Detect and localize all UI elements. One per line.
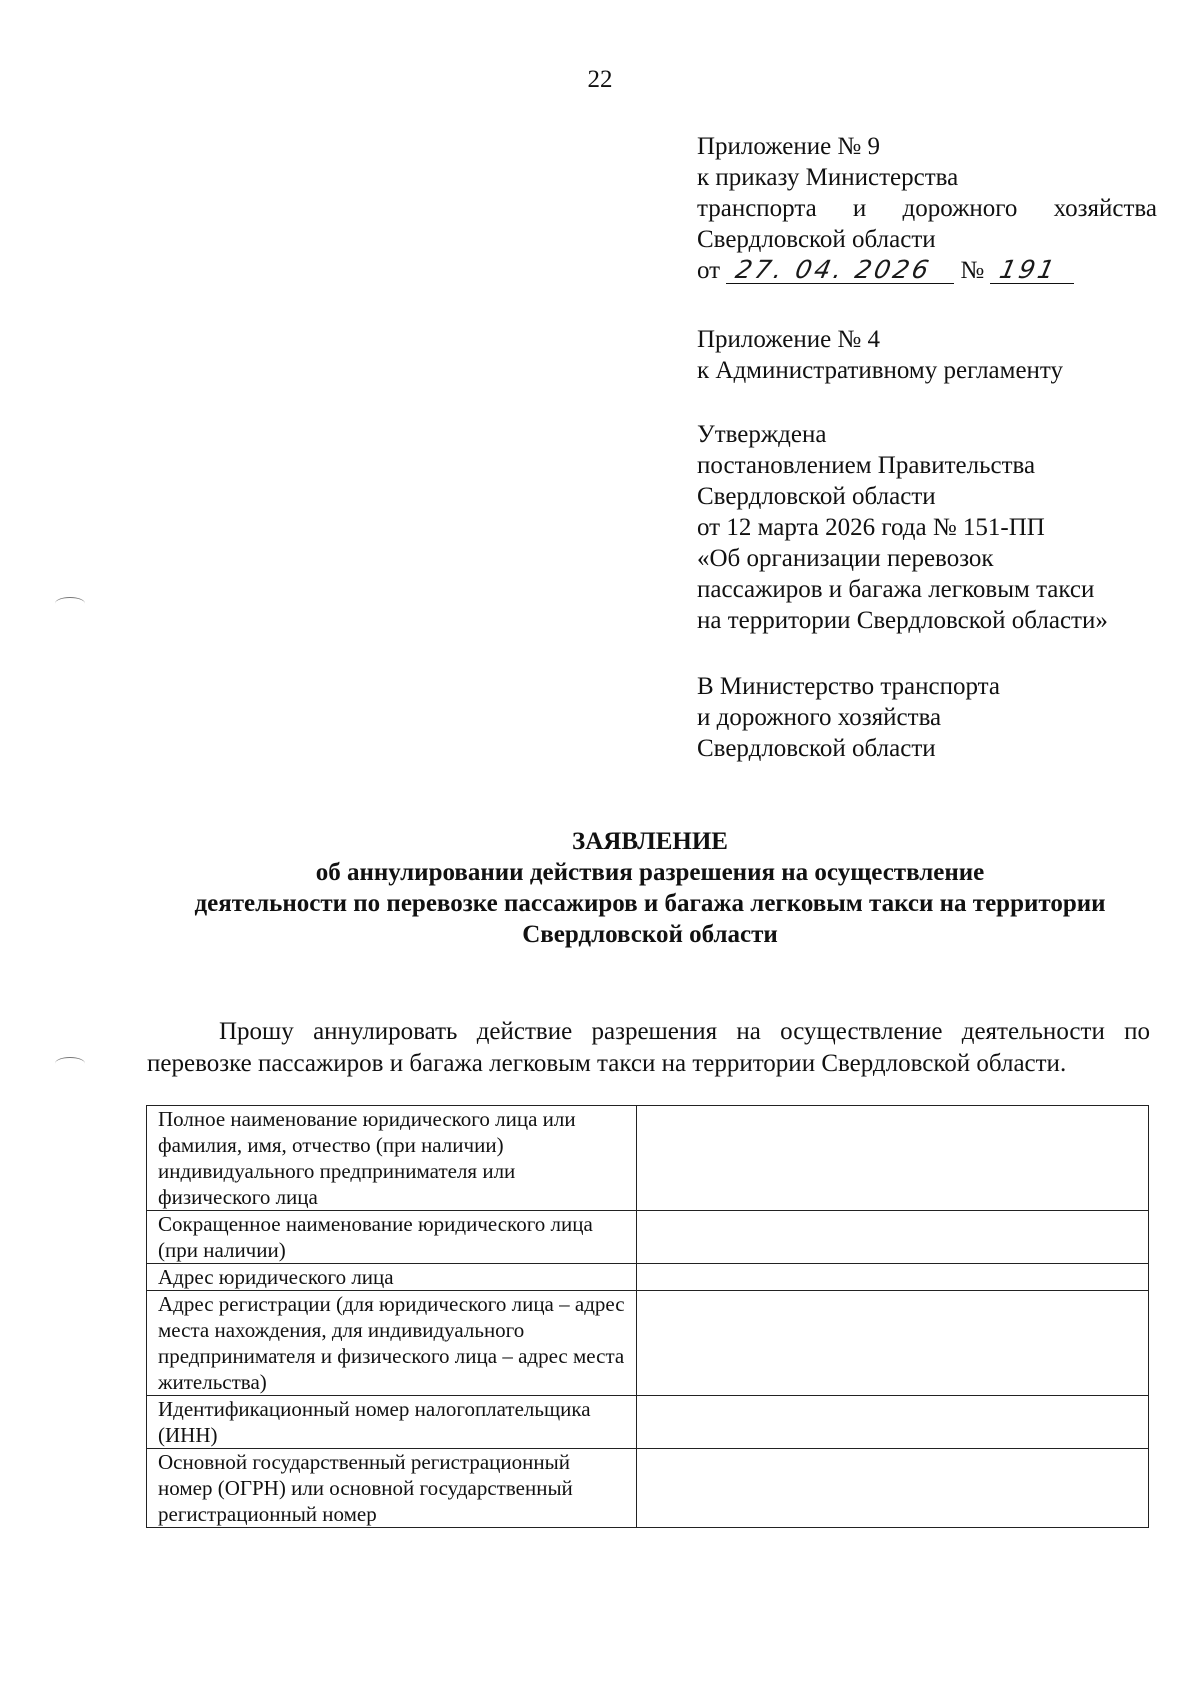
form-field-value[interactable] (637, 1106, 1149, 1211)
scan-hole-mark (55, 1057, 85, 1070)
addressee-line-1: В Министерство транспорта (697, 673, 1000, 700)
approval-block (697, 419, 1157, 636)
form-field-value[interactable] (637, 1264, 1149, 1291)
approval-line-5: «Об организации перевозок (697, 545, 994, 572)
approval-line-2: постановлением Правительства (697, 452, 1036, 479)
order-number-field (990, 257, 1074, 284)
form-field-label: Адрес юридического лица (147, 1264, 637, 1291)
approval-line-4: от 12 марта 2026 года № 151-ПП (697, 514, 1045, 541)
form-row (147, 1264, 1149, 1291)
appendix-9-order-ref: к приказу Министерства (697, 164, 959, 191)
appendix-9-ministry: транспорта и дорожного хозяйства (697, 195, 1157, 222)
form-field-value[interactable] (637, 1449, 1149, 1528)
appendix-4-reference: к Административному регламенту (697, 357, 1064, 384)
form-field-label: Полное наименование юридического лица или фамилия, имя, отчество (при наличии) индивидуального предпринимателя или физического лица (147, 1106, 637, 1211)
form-field-value[interactable] (637, 1211, 1149, 1264)
scan-hole-mark (55, 597, 85, 610)
number-prefix: № (960, 257, 985, 284)
addressee-block (697, 671, 1157, 764)
applicant-form-table (146, 1105, 1149, 1528)
addressee-line-3: Свердловской области (697, 735, 936, 762)
order-number-handwritten: 191 (997, 255, 1061, 284)
heading-title: ЗАЯВЛЕНИЕ (572, 828, 728, 855)
approval-line-6: пассажиров и багажа легковым такси (697, 576, 1095, 603)
form-field-value[interactable] (637, 1291, 1149, 1396)
form-row (147, 1396, 1149, 1449)
page-number: 22 (587, 66, 613, 93)
appendix-4-title: Приложение № 4 (697, 326, 881, 353)
form-field-label: Основной государственный регистрационный номер (ОГРН) или основной государственный регистрационный номер (147, 1449, 637, 1528)
addressee-line-2: и дорожного хозяйства (697, 704, 942, 731)
order-date-field (726, 257, 954, 284)
form-row (147, 1291, 1149, 1396)
form-row (147, 1106, 1149, 1211)
appendix-9-block (697, 131, 1157, 286)
approval-line-7: на территории Свердловской области» (697, 607, 1108, 634)
heading-line-1: об аннулировании действия разрешения на осуществление (315, 859, 985, 886)
form-row (147, 1211, 1149, 1264)
date-prefix: от (697, 257, 721, 284)
form-field-value[interactable] (637, 1396, 1149, 1449)
approval-line-3: Свердловской области (697, 483, 936, 510)
approval-line-1: Утверждена (697, 421, 827, 448)
appendix-9-region: Свердловской области (697, 226, 936, 253)
document-heading (130, 826, 1170, 950)
form-field-label: Адрес регистрации (для юридического лица – адрес места нахождения, для индивидуального предпринимателя и физического лица – адрес места жительства) (147, 1291, 637, 1396)
appendix-9-title: Приложение № 9 (697, 133, 881, 160)
appendix-9-date-number-line (697, 255, 1157, 286)
form-field-label: Идентификационный номер налогоплательщика (ИНН) (147, 1396, 637, 1449)
order-date-handwritten: 27. 04. 2026 (733, 255, 935, 284)
appendix-4-block (697, 324, 1157, 386)
request-paragraph: Прошу аннулировать действие разрешения на осуществление деятельности по перевозке пассажиров и багажа легковым такси на территории Свердловской области. (147, 1018, 1150, 1077)
form-field-label: Сокращенное наименование юридического лица (при наличии) (147, 1211, 637, 1264)
form-row (147, 1449, 1149, 1528)
heading-line-3: Свердловской области (522, 921, 778, 948)
heading-line-2: деятельности по перевозке пассажиров и багажа легковым такси на территории (194, 890, 1106, 917)
